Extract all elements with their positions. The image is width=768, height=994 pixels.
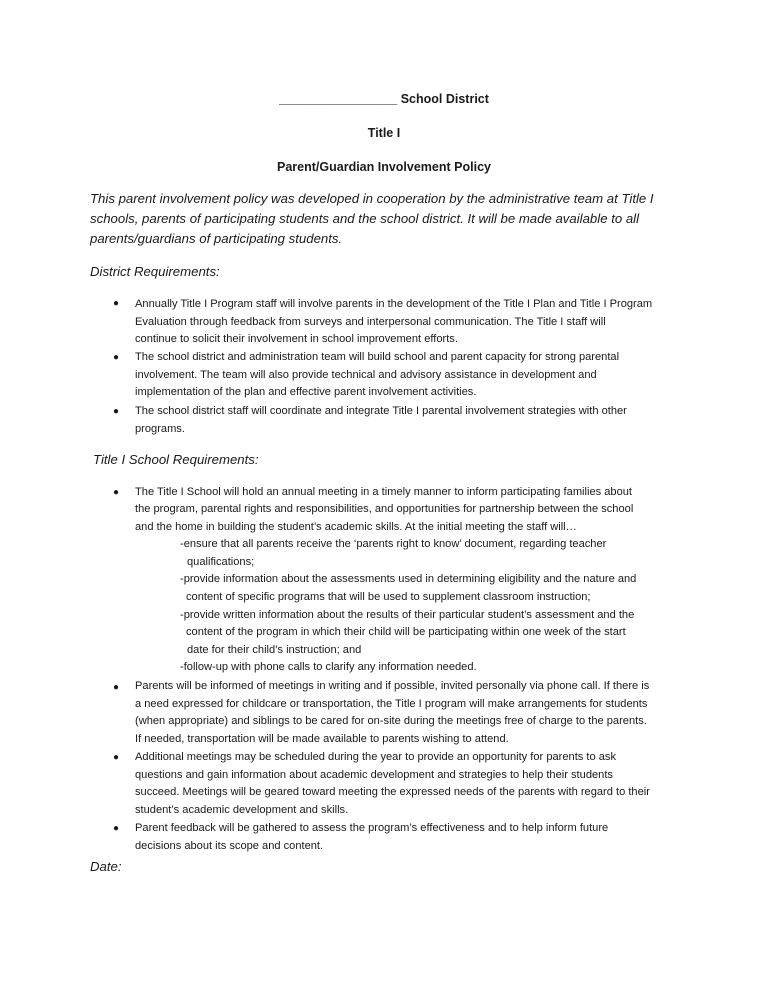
school-sub-item-line: content of specific programs that will be used to supplement classroom instruction; (186, 591, 591, 603)
school-sub-item-line: -follow-up with phone calls to clarify any information needed. (180, 661, 477, 673)
school-bullet-4-line: decisions about its scope and content. (135, 840, 324, 852)
district-bullet-2-line: implementation of the plan and effective parent involvement activities. (135, 386, 477, 398)
school-sub-item-line: qualifications; (187, 556, 255, 568)
bullet-icon: ● (113, 352, 120, 363)
school-sub-item-line: -provide information about the assessments used in determining eligibility and the nature and (180, 573, 637, 585)
district-bullet-1-line: continue to solicit their involvement in school improvement efforts. (135, 333, 458, 345)
district-name-line: _________________ School District (279, 92, 489, 106)
school-bullet-4-line: Parent feedback will be gathered to assess the program’s effectiveness and to help inform future (135, 822, 609, 834)
school-bullet-3-line: student’s academic development and skills. (135, 804, 349, 816)
school-sub-item-line: -provide written information about the results of their particular student’s assessment and the (180, 609, 635, 621)
school-sub-item-line: -ensure that all parents receive the ‘parents right to know’ document, regarding teacher (180, 538, 607, 550)
intro-line: parents/guardians of participating students. (90, 231, 343, 246)
school-bullet-2-line: If needed, transportation will be made available to parents wishing to attend. (135, 733, 509, 745)
school-bullet-2-line: a need expressed for childcare or transportation, the Title I program will make arrangements for students (135, 698, 648, 710)
date-label: Date: (90, 859, 122, 874)
intro-line: This parent involvement policy was developed in cooperation by the administrative team at Title I (90, 191, 654, 206)
district-bullet-1-line: Evaluation through feedback from surveys and interpersonal communication. The Title I staff will (135, 316, 606, 328)
school-bullet-2-line: (when appropriate) and siblings to be cared for on-site during the meetings free of charge to the parents. (135, 715, 647, 727)
school-bullet-1-line: and the home in building the student’s academic skills. At the initial meeting the staff will… (135, 521, 577, 533)
intro-line: schools, parents of participating students and the school district. It will be made available to all (90, 211, 640, 226)
bullet-icon: ● (113, 752, 120, 763)
school-bullet-3-line: succeed. Meetings will be geared toward meeting the expressed needs of the parents with regard to their (135, 786, 650, 798)
document-title: Title I (367, 126, 401, 140)
school-bullet-2-line: Parents will be informed of meetings in writing and if possible, invited personally via phone call. If there is (135, 680, 650, 692)
school-bullet-3-line: questions and gain information about academic development and strategies to help their students (135, 769, 613, 781)
district-bullet-1-line: Annually Title I Program staff will involve parents in the development of the Title I Plan and Title I Program (135, 298, 653, 310)
school-bullet-1-line: The Title I School will hold an annual meeting in a timely manner to inform participating families about (135, 486, 633, 498)
bullet-icon: ● (113, 823, 120, 834)
school-requirements-heading: Title I School Requirements: (93, 452, 259, 467)
bullet-icon: ● (113, 487, 120, 498)
school-bullet-3-line: Additional meetings may be scheduled during the year to provide an opportunity for parents to ask (135, 751, 617, 763)
document-subtitle: Parent/Guardian Involvement Policy (277, 160, 491, 174)
bullet-icon: ● (113, 682, 120, 693)
intro-paragraph (90, 189, 690, 249)
school-sub-item-line: date for their child’s instruction; and (187, 644, 362, 656)
district-requirements-heading: District Requirements: (90, 264, 220, 279)
district-bullet-3-line: The school district staff will coordinate and integrate Title I parental involvement strategies with other (135, 405, 627, 417)
bullet-icon: ● (113, 298, 120, 309)
bullet-icon: ● (113, 406, 120, 417)
district-bullet-2-line: The school district and administration team will build school and parent capacity for strong parental (135, 351, 620, 363)
school-bullet-1-line: the program, parental rights and responsibilities, and opportunities for partnership between the school (135, 503, 634, 515)
school-sub-item-line: content of the program in which their child will be participating within one week of the start (186, 626, 626, 638)
district-bullet-2-line: involvement. The team will also provide technical and advisory assistance in development and (135, 369, 597, 381)
district-bullet-3-line: programs. (135, 423, 185, 435)
